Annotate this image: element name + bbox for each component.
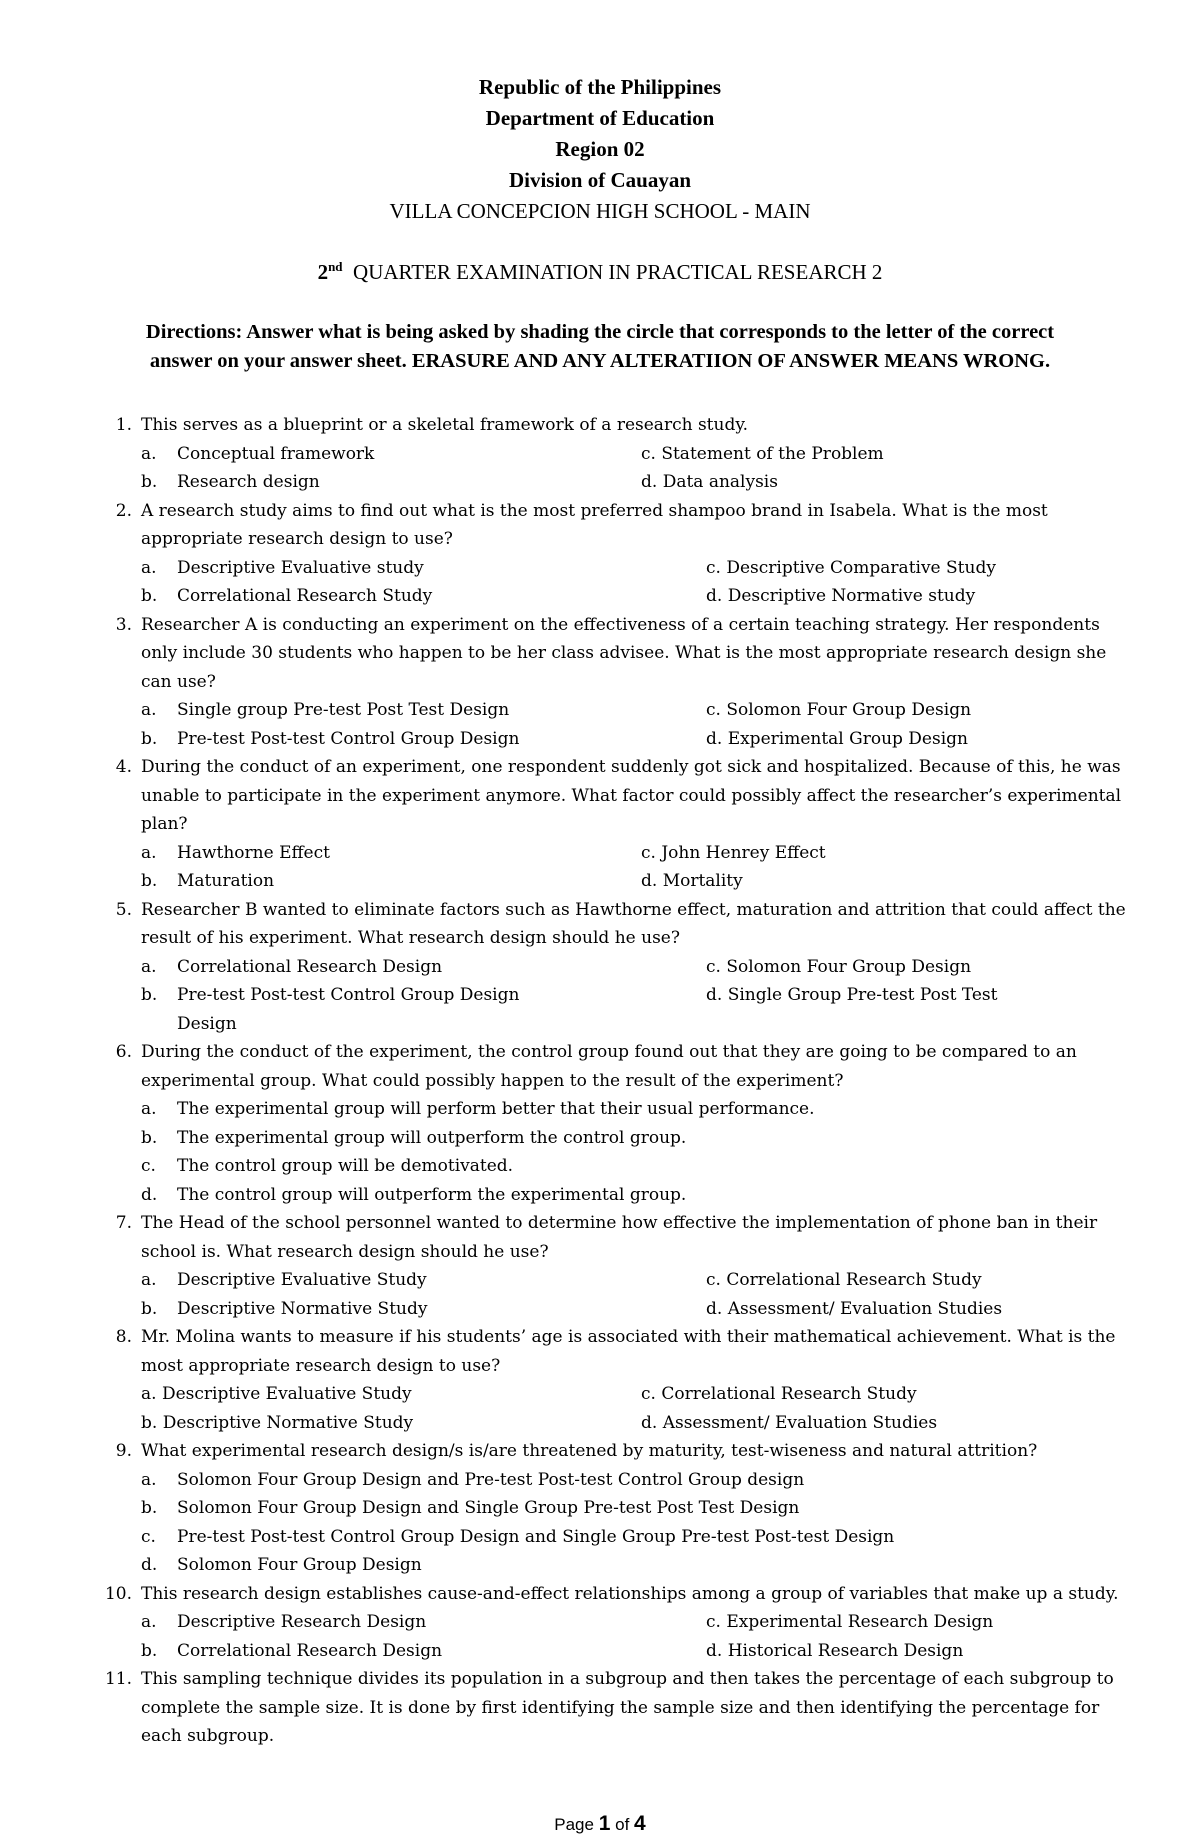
option-letter: b. — [141, 1498, 158, 1518]
question-list — [100, 411, 1140, 1751]
option-a: Single group Pre-test Post Test Design — [177, 700, 510, 720]
question-number: 7. — [115, 1213, 132, 1233]
option-letter: a. — [141, 956, 157, 977]
question-3 — [100, 611, 1140, 754]
question-7 — [100, 1209, 1140, 1323]
directions — [70, 318, 1130, 376]
option-c: c. Descriptive Comparative Study — [706, 557, 996, 578]
option-d: d. Descriptive Normative study — [706, 586, 976, 606]
question-11 — [100, 1665, 1140, 1751]
question-2 — [100, 497, 1140, 611]
question-6 — [100, 1038, 1140, 1209]
option-letter: b. — [141, 586, 158, 606]
question-10 — [100, 1580, 1140, 1666]
option-d: d. Single Group Pre-test Post Test — [706, 985, 998, 1005]
option-c: c. Statement of the Problem — [641, 443, 884, 464]
option-letter: a. — [141, 1612, 157, 1632]
question-number: 8. — [115, 1327, 132, 1347]
option-letter: a. — [141, 842, 157, 863]
option-letter: b. — [141, 985, 158, 1005]
option-b: Correlational Research Design — [177, 1640, 443, 1661]
question-number: 2. — [115, 500, 132, 521]
school-header — [0, 72, 1200, 227]
question-number: 5. — [115, 899, 132, 920]
option-b: b. Descriptive Normative Study — [141, 1412, 414, 1433]
footer-page-word: Page — [554, 1815, 594, 1834]
header-department: Department of Education — [485, 106, 715, 130]
option-a: Descriptive Evaluative study — [177, 557, 424, 578]
option-a: a. Descriptive Evaluative Study — [141, 1384, 412, 1404]
question-text: The Head of the school personnel wanted to determine how effective the implementation of phone ban in their school is. What research design should he use? — [141, 1213, 1098, 1262]
option-c: Pre-test Post-test Control Group Design and Single Group Pre-test Post-test Design — [177, 1526, 895, 1547]
option-b: Solomon Four Group Design and Single Group Pre-test Post Test Design — [177, 1498, 800, 1518]
option-letter: c. — [141, 1156, 156, 1176]
option-a: Conceptual framework — [177, 443, 375, 464]
option-d: d. Assessment/ Evaluation Studies — [706, 1298, 1003, 1319]
question-text: This serves as a blueprint or a skeletal framework of a research study. — [141, 415, 749, 435]
option-a: Descriptive Research Design — [177, 1612, 427, 1632]
option-c: c. Experimental Research Design — [706, 1612, 994, 1632]
option-letter: b. — [141, 1640, 158, 1661]
question-number: 9. — [115, 1441, 132, 1461]
option-c: c. Correlational Research Study — [641, 1384, 917, 1404]
directions-line-2: answer on your answer sheet. ERASURE AND ANY ALTERATIION OF ANSWER MEANS WRONG. — [149, 350, 1051, 372]
option-letter: b. — [141, 1298, 158, 1319]
option-d: Solomon Four Group Design — [177, 1555, 422, 1575]
option-c: c. Solomon Four Group Design — [706, 956, 972, 977]
option-letter: c. — [141, 1526, 156, 1547]
option-letter: a. — [141, 1469, 157, 1490]
option-letter: b. — [141, 472, 158, 492]
question-number: 4. — [115, 757, 132, 777]
option-d-continuation: Design — [177, 1013, 237, 1034]
question-text: What experimental research design/s is/are threatened by maturity, test-wiseness and natural attrition? — [141, 1441, 1038, 1461]
header-division: Division of Cauayan — [508, 168, 692, 192]
option-c: c. Solomon Four Group Design — [706, 700, 972, 720]
option-a: Hawthorne Effect — [177, 842, 330, 863]
question-number: 6. — [115, 1042, 132, 1062]
option-b: Correlational Research Study — [177, 586, 433, 606]
option-letter: a. — [141, 557, 157, 578]
question-text: During the conduct of an experiment, one respondent suddenly got sick and hospitalized. Because of this, he was unable to participate in the experiment anymore. What factor could possibly affect the researcher’s experimental plan? — [141, 757, 1122, 834]
question-4 — [100, 753, 1140, 896]
exam-title — [0, 258, 1200, 286]
header-school-name: VILLA CONCEPCION HIGH SCHOOL - MAIN — [389, 199, 811, 223]
question-5 — [100, 896, 1140, 1039]
question-1 — [100, 411, 1140, 497]
option-c: The control group will be demotivated. — [177, 1156, 514, 1176]
title-ordinal: 2 — [317, 260, 329, 284]
option-letter: b. — [141, 728, 158, 749]
option-letter: a. — [141, 1270, 157, 1290]
question-text: This sampling technique divides its population in a subgroup and then takes the percentage of each subgroup to complete the sample size. It is done by first identifying the sample size and then identifying the percentage for each subgroup. — [141, 1669, 1114, 1746]
option-d: d. Data analysis — [641, 472, 778, 492]
option-a: Correlational Research Design — [177, 956, 443, 977]
header-republic: Republic of the Philippines — [478, 75, 722, 99]
title-text: QUARTER EXAMINATION IN PRACTICAL RESEARCH 2 — [353, 260, 883, 284]
option-letter: d. — [141, 1184, 158, 1205]
option-d: The control group will outperform the experimental group. — [177, 1184, 687, 1205]
option-letter: a. — [141, 443, 157, 464]
question-text: A research study aims to find out what is the most preferred shampoo brand in Isabela. What is the most appropriate research design to use? — [141, 500, 1048, 549]
question-number: 11. — [104, 1669, 132, 1689]
option-d: d. Mortality — [641, 871, 743, 891]
option-d: d. Assessment/ Evaluation Studies — [641, 1412, 938, 1433]
question-number: 3. — [115, 614, 132, 635]
option-a: Descriptive Evaluative Study — [177, 1270, 427, 1290]
option-letter: b. — [141, 871, 158, 891]
header-region: Region 02 — [555, 137, 645, 161]
option-letter: d. — [141, 1555, 158, 1575]
option-letter: a. — [141, 700, 157, 720]
footer-page-number: 1 — [598, 1812, 611, 1835]
option-b: Pre-test Post-test Control Group Design — [177, 985, 520, 1005]
option-a: Solomon Four Group Design and Pre-test Post-test Control Group design — [177, 1469, 805, 1490]
question-text: Researcher A is conducting an experiment on the effectiveness of a certain teaching strategy. Her respondents only include 30 students who happen to be her class advisee. What is the most appropriate research design she can use? — [141, 614, 1107, 692]
option-b: Pre-test Post-test Control Group Design — [177, 728, 520, 749]
option-d: d. Experimental Group Design — [706, 728, 968, 749]
option-d: d. Historical Research Design — [706, 1640, 964, 1661]
option-b: Research design — [177, 472, 320, 492]
question-number: 1. — [115, 415, 132, 435]
option-c: c. John Henrey Effect — [641, 842, 826, 863]
option-letter: b. — [141, 1127, 158, 1148]
question-text: This research design establishes cause-and-effect relationships among a group of variables that make up a study. — [141, 1583, 1119, 1604]
option-b: The experimental group will outperform the control group. — [177, 1127, 687, 1148]
question-text: Researcher B wanted to eliminate factors such as Hawthorne effect, maturation and attrition that could affect the result of his experiment. What research design should he use? — [141, 899, 1126, 948]
question-text: Mr. Molina wants to measure if his students’ age is associated with their mathematical achievement. What is the most appropriate research design to use? — [141, 1327, 1116, 1376]
footer-of-word: of — [615, 1815, 630, 1834]
option-b: Maturation — [177, 871, 275, 891]
question-number: 10. — [104, 1583, 132, 1604]
directions-line-1: Directions: Answer what is being asked by shading the circle that corresponds to the letter of the correct — [145, 321, 1055, 343]
page-footer — [0, 1812, 1200, 1836]
option-b: Descriptive Normative Study — [177, 1298, 428, 1319]
option-a: The experimental group will perform better that their usual performance. — [177, 1099, 815, 1119]
question-9 — [100, 1437, 1140, 1580]
option-c: c. Correlational Research Study — [706, 1270, 982, 1290]
question-8 — [100, 1323, 1140, 1437]
footer-total-pages: 4 — [634, 1812, 646, 1835]
question-text: During the conduct of the experiment, the control group found out that they are going to be compared to an experimental group. What could possibly happen to the result of the experiment? — [141, 1042, 1077, 1091]
title-ordinal-suffix: nd — [328, 259, 343, 274]
option-letter: a. — [141, 1099, 157, 1119]
